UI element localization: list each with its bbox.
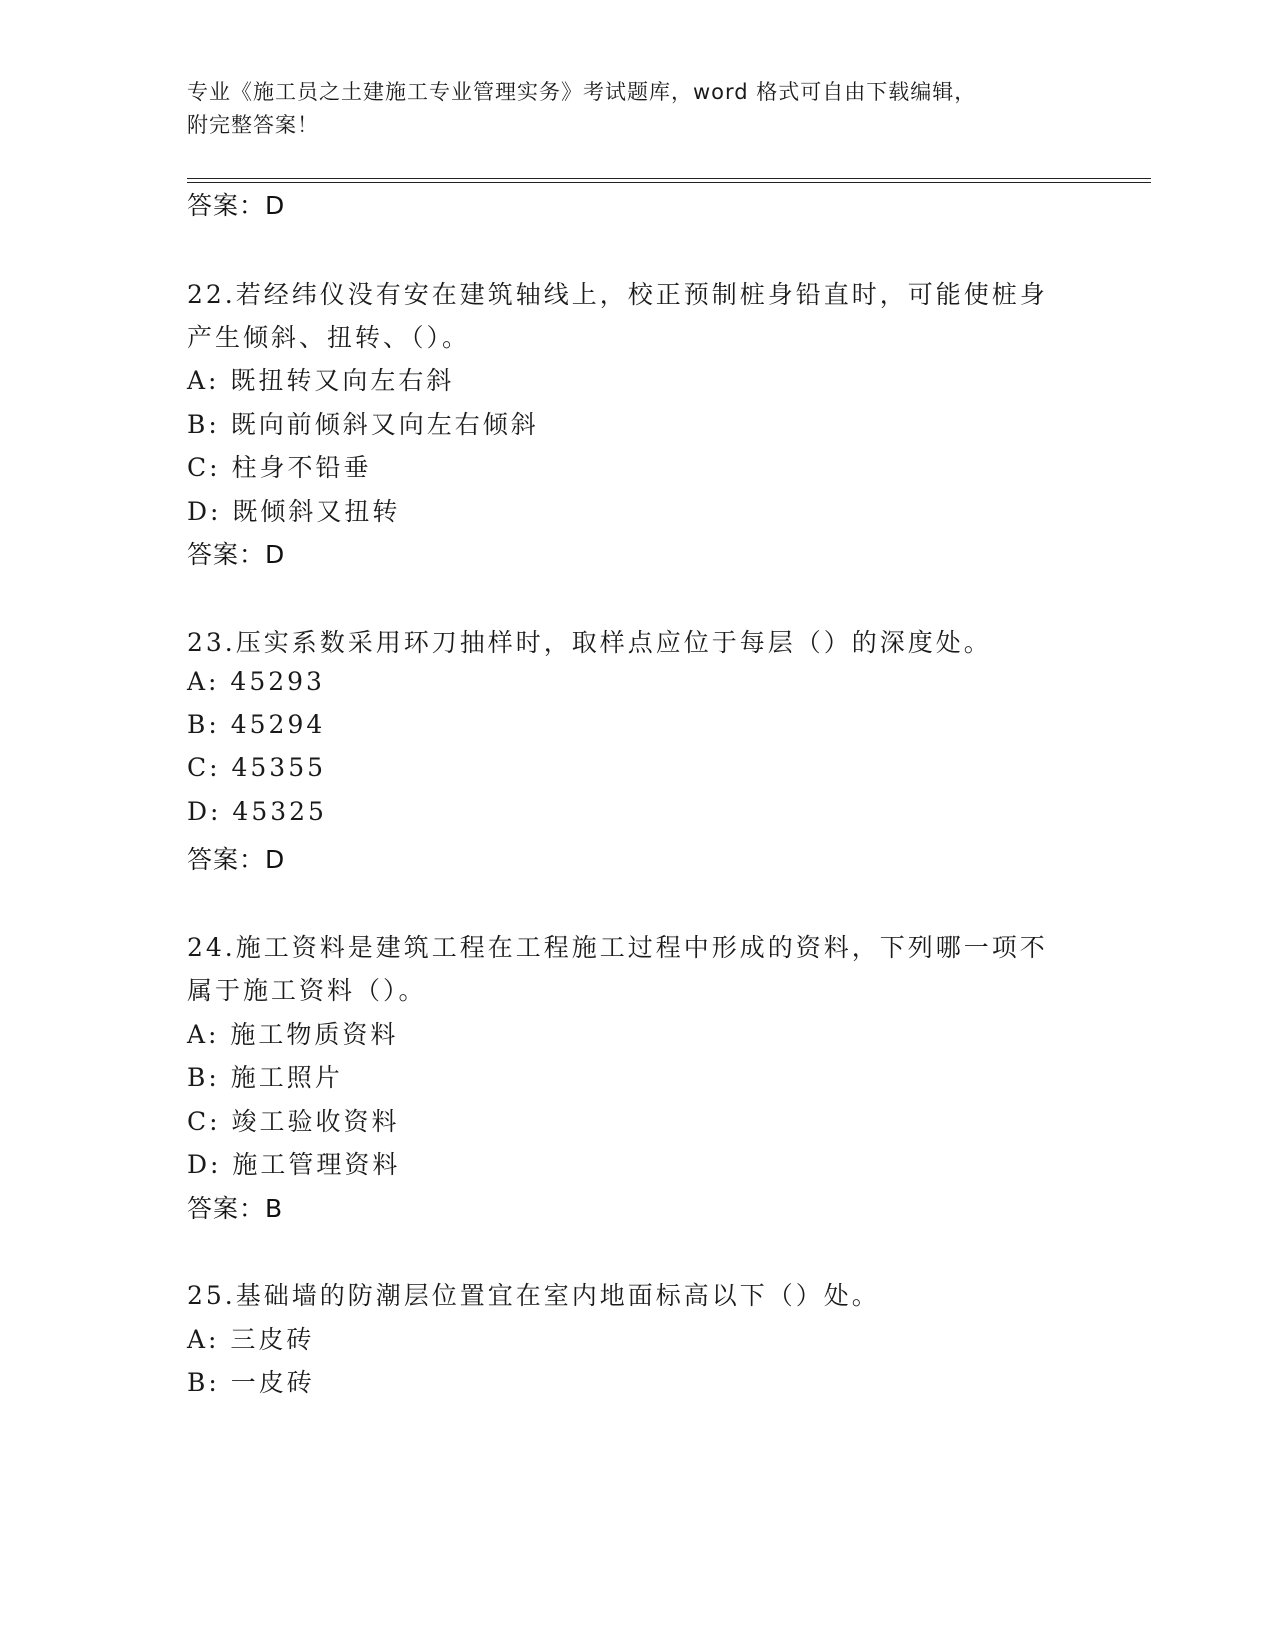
question-25-option-a: A: 三皮砖 — [187, 1325, 315, 1354]
question-22-answer: 答案：D — [187, 540, 286, 569]
question-22-option-b: B: 既向前倾斜又向左右倾斜 — [187, 410, 539, 439]
question-23-answer: 答案：D — [187, 845, 286, 874]
question-24-option-a: A: 施工物质资料 — [187, 1020, 399, 1049]
question-22-stem-line-2: 产生倾斜、扭转、（）。 — [187, 323, 471, 352]
question-22-option-c: C: 柱身不铅垂 — [187, 453, 372, 482]
question-23-option-b: B: 45294 — [187, 710, 326, 739]
question-24-option-d: D: 施工管理资料 — [187, 1150, 401, 1179]
header-rule-top — [187, 178, 1151, 179]
previous-answer: 答案：D — [187, 191, 286, 220]
question-24-option-b: B: 施工照片 — [187, 1063, 343, 1092]
question-23-option-c: C: 45355 — [187, 753, 327, 782]
document-header — [187, 76, 1087, 142]
question-22-stem-line-1: 22.若经纬仪没有安在建筑轴线上，校正预制桩身铅直时，可能使桩身 — [187, 280, 1048, 309]
header-line-1: 专业《施工员之土建施工专业管理实务》考试题库，word 格式可自由下载编辑， — [187, 80, 977, 104]
question-24-stem-line-2: 属于施工资料（）。 — [187, 976, 427, 1005]
header-rule-bottom — [187, 182, 1151, 183]
question-23-option-d: D: 45325 — [187, 797, 327, 826]
question-24-stem-line-1: 24.施工资料是建筑工程在工程施工过程中形成的资料，下列哪一项不 — [187, 933, 1048, 962]
question-23-stem-line-1: 23.压实系数采用环刀抽样时，取样点应位于每层（）的深度处。 — [187, 628, 992, 657]
question-24-option-c: C: 竣工验收资料 — [187, 1107, 400, 1136]
question-23-option-a: A: 45293 — [187, 667, 325, 696]
question-22-option-a: A: 既扭转又向左右斜 — [187, 366, 455, 395]
question-25-stem-line-1: 25.基础墙的防潮层位置宜在室内地面标高以下（）处。 — [187, 1281, 880, 1310]
header-line-2: 附完整答案！ — [187, 113, 319, 137]
question-24-answer: 答案：B — [187, 1194, 284, 1223]
question-22-option-d: D: 既倾斜又扭转 — [187, 497, 401, 526]
question-25-option-b: B: 一皮砖 — [187, 1368, 315, 1397]
